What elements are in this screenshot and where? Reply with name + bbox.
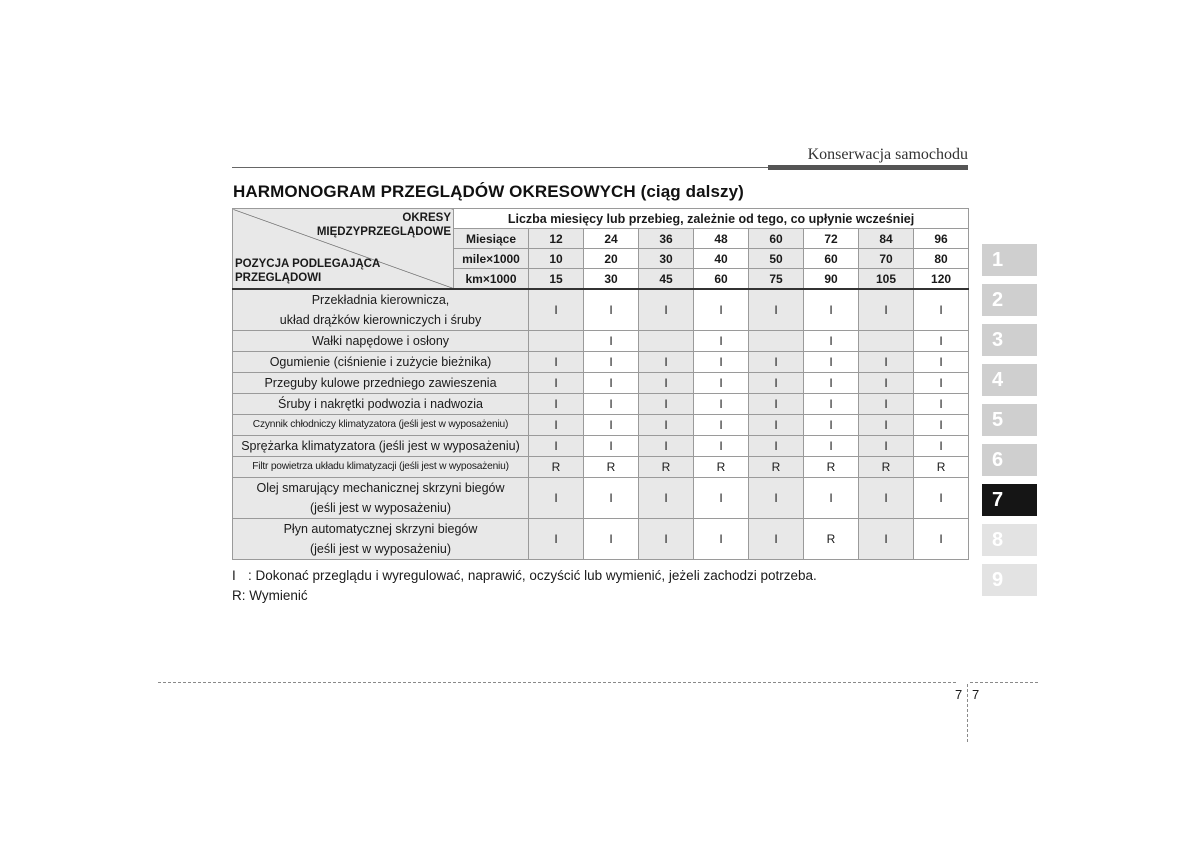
page-chapter-number: 7: [955, 687, 963, 702]
footer-vertical-divider: [967, 684, 968, 742]
legend-key: R: [232, 588, 242, 603]
schedule-cell: I: [804, 352, 859, 373]
schedule-cell: I: [859, 289, 914, 331]
schedule-cell: I: [639, 478, 694, 519]
schedule-cell: I: [529, 478, 584, 519]
schedule-cell: [749, 331, 804, 352]
schedule-cell: I: [914, 519, 969, 560]
interval-value: 80: [914, 249, 969, 269]
schedule-cell: I: [914, 373, 969, 394]
schedule-cell: I: [749, 436, 804, 457]
schedule-cell: I: [749, 415, 804, 436]
schedule-cell: R: [639, 457, 694, 478]
schedule-cell: I: [914, 289, 969, 331]
schedule-cell: I: [694, 436, 749, 457]
schedule-cell: I: [639, 394, 694, 415]
schedule-item-label: [233, 457, 529, 478]
schedule-cell: I: [584, 519, 639, 560]
interval-value: 30: [639, 249, 694, 269]
interval-value: 60: [749, 229, 804, 249]
corner-header-line: OKRESY: [402, 212, 451, 224]
schedule-cell: I: [529, 352, 584, 373]
schedule-cell: R: [529, 457, 584, 478]
schedule-cell: I: [639, 352, 694, 373]
schedule-cell: R: [694, 457, 749, 478]
schedule-item-label-line: Czynnik chłodniczy klimatyzatora (jeśli jest w wyposażeniu): [252, 419, 509, 430]
schedule-item-row: [233, 436, 969, 457]
schedule-item-label: [233, 331, 529, 352]
corner-header-line: POZYCJA PODLEGAJĄCA: [235, 258, 381, 270]
corner-header-line: MIĘDZYPRZEGLĄDOWE: [316, 226, 451, 238]
schedule-cell: I: [639, 415, 694, 436]
schedule-item-label: [233, 519, 529, 560]
schedule-item-label-line: (jeśli jest w wyposażeniu): [309, 501, 452, 515]
schedule-cell: I: [694, 478, 749, 519]
schedule-cell: I: [914, 478, 969, 519]
schedule-cell: I: [749, 373, 804, 394]
schedule-cell: I: [749, 352, 804, 373]
page-title: HARMONOGRAM PRZEGLĄDÓW OKRESOWYCH (ciąg dalszy): [233, 182, 744, 201]
schedule-cell: I: [529, 289, 584, 331]
schedule-item-row: [233, 289, 969, 331]
corner-header-line: PRZEGLĄDOWI: [235, 272, 322, 284]
schedule-cell: I: [804, 436, 859, 457]
schedule-cell: I: [584, 478, 639, 519]
schedule-cell: I: [804, 478, 859, 519]
interval-value: 12: [529, 229, 584, 249]
footer-divider-right: [970, 682, 1038, 683]
interval-value: 70: [859, 249, 914, 269]
schedule-item-label: [233, 478, 529, 519]
schedule-item-row: [233, 394, 969, 415]
legend-item-replace: [232, 586, 817, 606]
schedule-item-row: [233, 352, 969, 373]
schedule-cell: I: [749, 394, 804, 415]
interval-value: 72: [804, 229, 859, 249]
schedule-item-label: [233, 289, 529, 331]
schedule-item-label: [233, 436, 529, 457]
schedule-cell: I: [914, 415, 969, 436]
schedule-item-row: [233, 519, 969, 560]
schedule-item-label-line: Płyn automatycznej skrzyni biegów: [283, 522, 478, 536]
interval-value: 36: [639, 229, 694, 249]
footer-divider: [158, 682, 956, 683]
schedule-cell: I: [859, 373, 914, 394]
schedule-cell: I: [859, 352, 914, 373]
schedule-item-label-line: Olej smarujący mechanicznej skrzyni biegów: [256, 481, 505, 495]
interval-value: 96: [914, 229, 969, 249]
legend: [232, 566, 817, 606]
schedule-item-label: [233, 373, 529, 394]
schedule-cell: I: [584, 289, 639, 331]
chapter-tab-8[interactable]: 8: [982, 524, 1037, 556]
schedule-cell: I: [584, 394, 639, 415]
interval-value: 105: [859, 269, 914, 290]
schedule-cell: I: [584, 352, 639, 373]
schedule-cell: I: [694, 331, 749, 352]
schedule-cell: I: [914, 436, 969, 457]
chapter-tabs: [982, 244, 1037, 604]
schedule-cell: I: [914, 352, 969, 373]
interval-value: 90: [804, 269, 859, 290]
schedule-item-label-line: Wałki napędowe i osłony: [311, 334, 450, 348]
schedule-item-label-line: Sprężarka klimatyzatora (jeśli jest w wyposażeniu): [241, 439, 520, 453]
chapter-tab-7[interactable]: 7: [982, 484, 1037, 516]
schedule-cell: I: [639, 289, 694, 331]
schedule-cell: I: [694, 415, 749, 436]
table-header-row: [233, 209, 969, 229]
section-header: Konserwacja samochodu: [807, 146, 968, 163]
schedule-cell: R: [804, 519, 859, 560]
schedule-cell: I: [749, 478, 804, 519]
schedule-item-label-line: Filtr powietrza układu klimatyzacji (jeśli jest w wyposażeniu): [252, 461, 509, 472]
schedule-cell: I: [529, 373, 584, 394]
interval-value: 84: [859, 229, 914, 249]
schedule-cell: [859, 331, 914, 352]
schedule-cell: I: [639, 373, 694, 394]
schedule-cell: I: [859, 415, 914, 436]
legend-item-inspect: [232, 566, 817, 586]
schedule-item-row: [233, 373, 969, 394]
schedule-cell: I: [694, 373, 749, 394]
schedule-cell: I: [529, 436, 584, 457]
legend-key: I: [232, 568, 236, 583]
schedule-cell: I: [804, 331, 859, 352]
schedule-cell: I: [584, 415, 639, 436]
interval-value: 10: [529, 249, 584, 269]
schedule-item-label: [233, 394, 529, 415]
schedule-cell: [639, 331, 694, 352]
schedule-cell: I: [694, 394, 749, 415]
schedule-cell: I: [584, 331, 639, 352]
schedule-cell: R: [749, 457, 804, 478]
schedule-cell: I: [694, 352, 749, 373]
schedule-cell: I: [694, 289, 749, 331]
table-corner-header: [233, 209, 454, 290]
schedule-cell: I: [804, 373, 859, 394]
schedule-item-label-line: układ drążków kierowniczych i śruby: [279, 313, 482, 327]
interval-value: 30: [584, 269, 639, 290]
legend-text: : Dokonać przeglądu i wyregulować, naprawić, oczyścić lub wymienić, jeżeli zachodzi potrzeba.: [248, 568, 817, 583]
interval-value: 60: [804, 249, 859, 269]
schedule-cell: I: [804, 394, 859, 415]
schedule-cell: I: [584, 436, 639, 457]
interval-value: 50: [749, 249, 804, 269]
schedule-item-label: [233, 415, 529, 436]
schedule-item-row: [233, 478, 969, 519]
schedule-item-label-line: Śruby i nakrętki podwozia i nadwozia: [278, 397, 483, 411]
interval-unit: mile×1000: [454, 249, 529, 269]
schedule-cell: I: [639, 519, 694, 560]
schedule-item-row: [233, 457, 969, 478]
table-caption: Liczba miesięcy lub przebieg, zależnie od tego, co upłynie wcześniej: [454, 209, 969, 229]
schedule-cell: I: [749, 519, 804, 560]
maintenance-schedule-table: [232, 208, 969, 560]
legend-text: : Wymienić: [241, 588, 308, 603]
chapter-tab-3[interactable]: 3: [982, 324, 1037, 356]
schedule-cell: I: [529, 415, 584, 436]
schedule-cell: I: [529, 394, 584, 415]
schedule-cell: I: [859, 519, 914, 560]
schedule-item-label: [233, 352, 529, 373]
chapter-tab-1[interactable]: 1: [982, 244, 1037, 276]
schedule-cell: I: [584, 373, 639, 394]
schedule-cell: R: [804, 457, 859, 478]
schedule-cell: I: [694, 519, 749, 560]
interval-unit: km×1000: [454, 269, 529, 290]
schedule-cell: I: [914, 331, 969, 352]
schedule-item-label-line: Ogumienie (ciśnienie i zużycie bieżnika): [269, 355, 492, 369]
schedule-cell: I: [529, 519, 584, 560]
schedule-cell: I: [749, 289, 804, 331]
schedule-cell: I: [804, 415, 859, 436]
chapter-tab-9[interactable]: 9: [982, 564, 1037, 596]
interval-value: 60: [694, 269, 749, 290]
schedule-cell: I: [804, 289, 859, 331]
schedule-cell: [529, 331, 584, 352]
schedule-item-label-line: Przekładnia kierownicza,: [311, 293, 450, 307]
schedule-cell: R: [914, 457, 969, 478]
schedule-cell: I: [859, 478, 914, 519]
chapter-tab-2[interactable]: 2: [982, 284, 1037, 316]
interval-value: 48: [694, 229, 749, 249]
schedule-item-label-line: Przeguby kulowe przedniego zawieszenia: [264, 376, 497, 390]
interval-value: 120: [914, 269, 969, 290]
chapter-tab-5[interactable]: 5: [982, 404, 1037, 436]
schedule-item-row: [233, 415, 969, 436]
interval-value: 24: [584, 229, 639, 249]
interval-value: 75: [749, 269, 804, 290]
interval-value: 15: [529, 269, 584, 290]
interval-value: 20: [584, 249, 639, 269]
header-rule-accent: [768, 165, 968, 170]
schedule-cell: R: [584, 457, 639, 478]
page-number: 7: [972, 687, 980, 702]
corner-header-intervals: [317, 211, 451, 239]
corner-header-items: [235, 257, 380, 285]
schedule-cell: I: [639, 436, 694, 457]
schedule-cell: I: [859, 436, 914, 457]
interval-unit: Miesiące: [454, 229, 529, 249]
chapter-tab-6[interactable]: 6: [982, 444, 1037, 476]
schedule-cell: I: [914, 394, 969, 415]
interval-value: 40: [694, 249, 749, 269]
interval-value: 45: [639, 269, 694, 290]
schedule-cell: R: [859, 457, 914, 478]
schedule-cell: I: [859, 394, 914, 415]
schedule-item-label-line: (jeśli jest w wyposażeniu): [309, 542, 452, 556]
schedule-item-row: [233, 331, 969, 352]
chapter-tab-4[interactable]: 4: [982, 364, 1037, 396]
